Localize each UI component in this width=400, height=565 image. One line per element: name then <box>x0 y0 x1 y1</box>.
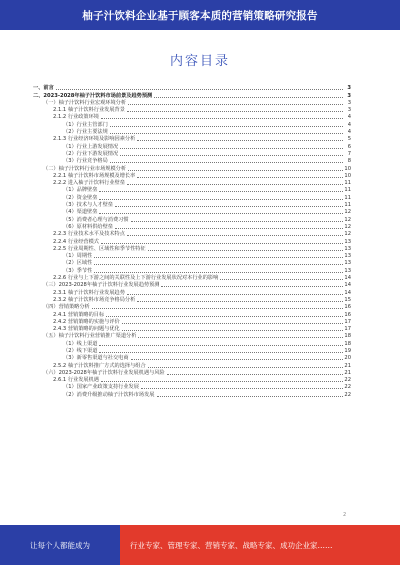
report-title: 柚子汁饮料企业基于顾客本质的营销策略研究报告 <box>82 9 318 22</box>
toc-entry[interactable] <box>33 143 351 150</box>
toc-entry[interactable] <box>33 202 351 209</box>
toc-entry-text: （1）行业上游发展情况 <box>63 143 119 150</box>
toc-dot-leader <box>120 148 343 149</box>
toc-entry[interactable] <box>33 216 351 223</box>
toc-entry-text: 一、前言 <box>33 85 54 92</box>
toc-dot-leader <box>120 155 343 156</box>
toc-dot-leader <box>122 323 343 324</box>
toc-entry-text: 2.2.2 进入柚子汁饮料行业壁垒 <box>53 180 125 187</box>
toc-dot-leader <box>101 118 343 119</box>
toc-entry-page: 22 <box>344 391 351 398</box>
toc-dot-leader <box>110 126 343 127</box>
toc-dot-leader <box>141 388 343 389</box>
toc-entry-text: （三）2023-2028年柚子汁饮料行业发展趋势预测 <box>43 282 160 289</box>
footer-left-text: 让每个人都能成为 <box>30 540 90 550</box>
toc-entry[interactable] <box>33 121 351 128</box>
toc-entry-page: 11 <box>344 180 351 187</box>
toc-entry-page: 11 <box>344 187 351 194</box>
toc-entry[interactable] <box>33 187 351 194</box>
toc-dot-leader <box>128 104 343 105</box>
toc-entry-text: （2）线下渠道 <box>63 347 98 354</box>
toc-entry-text: 2.3.2 柚子汁饮料市场竞争格局分析 <box>53 296 136 303</box>
toc-dot-leader <box>115 228 343 229</box>
toc-entry-page: 13 <box>344 245 351 252</box>
toc-entry[interactable] <box>33 348 351 355</box>
toc-dot-leader <box>92 308 343 309</box>
toc-entry[interactable] <box>33 370 351 377</box>
toc-entry-page: 6 <box>347 143 351 150</box>
toc-dot-leader <box>148 250 343 251</box>
toc-entry-page: 8 <box>347 158 351 165</box>
toc-dot-leader <box>137 301 343 302</box>
toc-dot-leader <box>99 191 343 192</box>
toc-entry-text: （1）行业主管部门 <box>63 121 108 128</box>
toc-entry-text: （1）品牌壁垒 <box>63 187 98 194</box>
toc-entry-text: 2.4.2 营销策略的实施与评价 <box>53 318 120 325</box>
toc-entry-page: 16 <box>344 304 351 311</box>
toc-entry-page: 15 <box>344 296 351 303</box>
toc-dot-leader <box>131 221 343 222</box>
toc-entry[interactable] <box>33 224 351 231</box>
toc-entry-text: （六）2023-2028年柚子汁饮料行业发展机遇与风险 <box>43 369 165 376</box>
toc-entry-page: 20 <box>344 355 351 362</box>
toc-dot-leader <box>167 374 343 375</box>
toc-entry[interactable] <box>33 129 351 136</box>
toc-entry[interactable] <box>33 304 351 311</box>
toc-entry-text: 2.5.2 柚子汁饮料推广方式的选择与组合 <box>53 362 146 369</box>
toc-entry-page: 3 <box>347 107 351 114</box>
toc-dot-leader <box>99 199 343 200</box>
toc-entry-text: 2.4.1 营销策略的目标 <box>53 311 105 318</box>
toc-entry-text: （二）柚子汁饮料行业市场规模分析 <box>43 165 127 172</box>
toc-entry[interactable] <box>33 173 351 180</box>
toc-entry[interactable] <box>33 362 351 369</box>
toc-entry-page: 11 <box>344 202 351 209</box>
toc-dot-leader <box>106 316 343 317</box>
toc-entry-text: （1）周期性 <box>63 253 93 260</box>
toc-dot-leader <box>154 97 343 98</box>
toc-dot-leader <box>94 257 343 258</box>
toc-entry-page: 4 <box>347 129 351 136</box>
toc-entry[interactable] <box>33 209 351 216</box>
toc-entry[interactable] <box>33 326 351 333</box>
toc-dot-leader <box>94 264 343 265</box>
toc-entry[interactable] <box>33 319 351 326</box>
toc-entry[interactable] <box>33 231 351 238</box>
toc-entry[interactable] <box>33 165 351 172</box>
toc-dot-leader <box>138 337 343 338</box>
toc-entry-page: 14 <box>344 282 351 289</box>
toc-entry-text: 2.2.5 行业周期性、区域性和季节性特征 <box>53 245 146 252</box>
footer-right-block <box>120 525 400 565</box>
toc-entry[interactable] <box>33 194 351 201</box>
toc-entry[interactable] <box>33 355 351 362</box>
toc-entry-page: 22 <box>344 377 351 384</box>
toc-dot-leader <box>157 396 344 397</box>
toc-entry-text: 2.2.1 柚子汁饮料市场规模及增长率 <box>53 172 136 179</box>
toc-entry-text: （3）技术与人才壁垒 <box>63 202 113 209</box>
toc-dot-leader <box>131 359 343 360</box>
toc-entry[interactable] <box>33 158 351 165</box>
toc-entry-text: 2.2.6 行业与上下游之间的关联性及上下游行业发展状况对本行业的影响 <box>53 275 219 282</box>
toc-entry-text: （3）季节性 <box>63 267 93 274</box>
toc-entry[interactable] <box>33 100 351 107</box>
toc-entry-page: 5 <box>347 136 351 143</box>
toc-entry-text: （2）行业下游发展情况 <box>63 150 119 157</box>
toc-entry[interactable] <box>33 340 351 347</box>
footer-left-block <box>0 525 120 565</box>
toc-entry-text: （五）柚子汁饮料行业营销推广渠道分析 <box>43 333 137 340</box>
toc-entry[interactable] <box>33 260 351 267</box>
toc-dot-leader <box>101 243 343 244</box>
toc-entry-text: 2.3.1 柚子汁饮料行业发展趋势 <box>53 289 125 296</box>
toc-entry-text: 2.1.1 柚子汁饮料行业发展背景 <box>53 107 125 114</box>
toc-entry[interactable] <box>33 238 351 245</box>
toc-entry-page: 22 <box>344 384 351 391</box>
toc-entry-page: 4 <box>347 121 351 128</box>
toc-entry-page: 17 <box>344 318 351 325</box>
toc-entry[interactable] <box>33 275 351 282</box>
toc-entry[interactable] <box>33 246 351 253</box>
toc-entry[interactable] <box>33 85 351 92</box>
toc-entry-page: 3 <box>347 92 351 99</box>
toc-entry-text: （4）渠道壁垒 <box>63 209 98 216</box>
toc-entry-text: （2）资金壁垒 <box>63 194 98 201</box>
report-header-bar <box>0 0 400 30</box>
toc-entry[interactable] <box>33 333 351 340</box>
footer-banner <box>0 525 400 565</box>
toc-dot-leader <box>137 177 343 178</box>
toc-entry-page: 12 <box>344 209 351 216</box>
toc-dot-leader <box>101 381 343 382</box>
toc-entry-text: 2.1.2 行业政策环境 <box>53 114 99 121</box>
toc-entry-text: （3）行业竞争格局 <box>63 158 108 165</box>
toc-entry[interactable] <box>33 114 351 121</box>
toc-dot-leader <box>99 352 343 353</box>
toc-entry-page: 11 <box>344 194 351 201</box>
toc-entry-page: 18 <box>344 333 351 340</box>
toc-entry-text: （5）消费者心理与消费习惯 <box>63 216 129 223</box>
toc-entry-text: （1）国家产业政策支持行业发展 <box>63 384 139 391</box>
toc-entry[interactable] <box>33 311 351 318</box>
toc-entry[interactable] <box>33 297 351 304</box>
toc-dot-leader <box>127 111 343 112</box>
toc-entry-text: 2.6.1 行业发展机遇 <box>53 377 99 384</box>
toc-entry-text: （2）区域性 <box>63 260 93 267</box>
toc-entry-page: 21 <box>344 369 351 376</box>
toc-dot-leader <box>115 206 343 207</box>
toc-entry-page: 12 <box>344 231 351 238</box>
toc-dot-leader <box>127 294 343 295</box>
table-of-contents <box>33 85 351 399</box>
toc-entry-text: 2.2.3 行业技术水平及技术特点 <box>53 231 125 238</box>
toc-entry-page: 18 <box>344 340 351 347</box>
toc-dot-leader <box>127 235 343 236</box>
toc-entry-page: 13 <box>344 238 351 245</box>
toc-entry-page: 3 <box>347 99 351 106</box>
toc-entry-page: 13 <box>344 253 351 260</box>
toc-heading: 内容目录 <box>169 54 230 69</box>
toc-dot-leader <box>127 184 343 185</box>
toc-entry-page: 10 <box>344 172 351 179</box>
toc-entry-page: 13 <box>344 260 351 267</box>
toc-dot-leader <box>220 279 343 280</box>
toc-dot-leader <box>110 162 343 163</box>
toc-entry-page: 13 <box>344 267 351 274</box>
toc-entry-page: 12 <box>344 216 351 223</box>
toc-dot-leader <box>161 286 343 287</box>
toc-entry-page: 16 <box>344 311 351 318</box>
toc-entry-page: 19 <box>344 347 351 354</box>
toc-dot-leader <box>110 133 343 134</box>
toc-entry-page: 14 <box>344 275 351 282</box>
toc-entry-page: 3 <box>347 85 351 92</box>
toc-entry-text: 2.1.3 行业经济环境及影响因素分析 <box>53 136 136 143</box>
toc-entry[interactable] <box>33 282 351 289</box>
toc-entry-text: （2）行业主要法规 <box>63 129 108 136</box>
toc-dot-leader <box>99 345 343 346</box>
toc-dot-leader <box>56 89 343 90</box>
toc-entry-text: （四）营销策略分析 <box>43 304 90 311</box>
toc-entry-text: （2）消费升级推动柚子汁饮料市场发展 <box>63 391 155 398</box>
toc-entry[interactable] <box>33 384 351 391</box>
toc-entry[interactable] <box>33 289 351 296</box>
toc-dot-leader <box>137 140 343 141</box>
toc-entry-text: 2.2.4 行业经营模式 <box>53 238 99 245</box>
page-number: 2 <box>343 512 347 518</box>
toc-entry-page: 10 <box>344 165 351 172</box>
toc-entry-text: （1）线上渠道 <box>63 340 98 347</box>
toc-entry-text: 2.4.3 营销策略的问题与优化 <box>53 326 120 333</box>
toc-entry-text: （6）原材料供给壁垒 <box>63 223 113 230</box>
toc-entry[interactable] <box>33 136 351 143</box>
toc-dot-leader <box>128 170 343 171</box>
toc-entry[interactable] <box>33 391 351 398</box>
toc-entry[interactable] <box>33 92 351 99</box>
toc-entry-page: 17 <box>344 326 351 333</box>
footer-right-text: 行业专家、管理专家、营销专家、战略专家、成功企业家…… <box>130 540 333 550</box>
toc-dot-leader <box>99 213 343 214</box>
toc-entry-page: 4 <box>347 114 351 121</box>
toc-dot-leader <box>148 367 343 368</box>
toc-entry[interactable] <box>33 267 351 274</box>
toc-dot-leader <box>122 330 343 331</box>
toc-dot-leader <box>94 272 343 273</box>
toc-entry-text: 二、2023-2028年柚子汁饮料市场前景及趋势预测 <box>33 92 153 99</box>
toc-entry-page: 21 <box>344 362 351 369</box>
toc-entry[interactable] <box>33 151 351 158</box>
toc-entry-page: 14 <box>344 289 351 296</box>
toc-entry-text: （3）新零售渠道与社交电商 <box>63 355 129 362</box>
toc-entry-page: 12 <box>344 223 351 230</box>
toc-entry-page: 7 <box>347 150 351 157</box>
toc-entry-text: （一）柚子汁饮料行业宏观环境分析 <box>43 99 127 106</box>
